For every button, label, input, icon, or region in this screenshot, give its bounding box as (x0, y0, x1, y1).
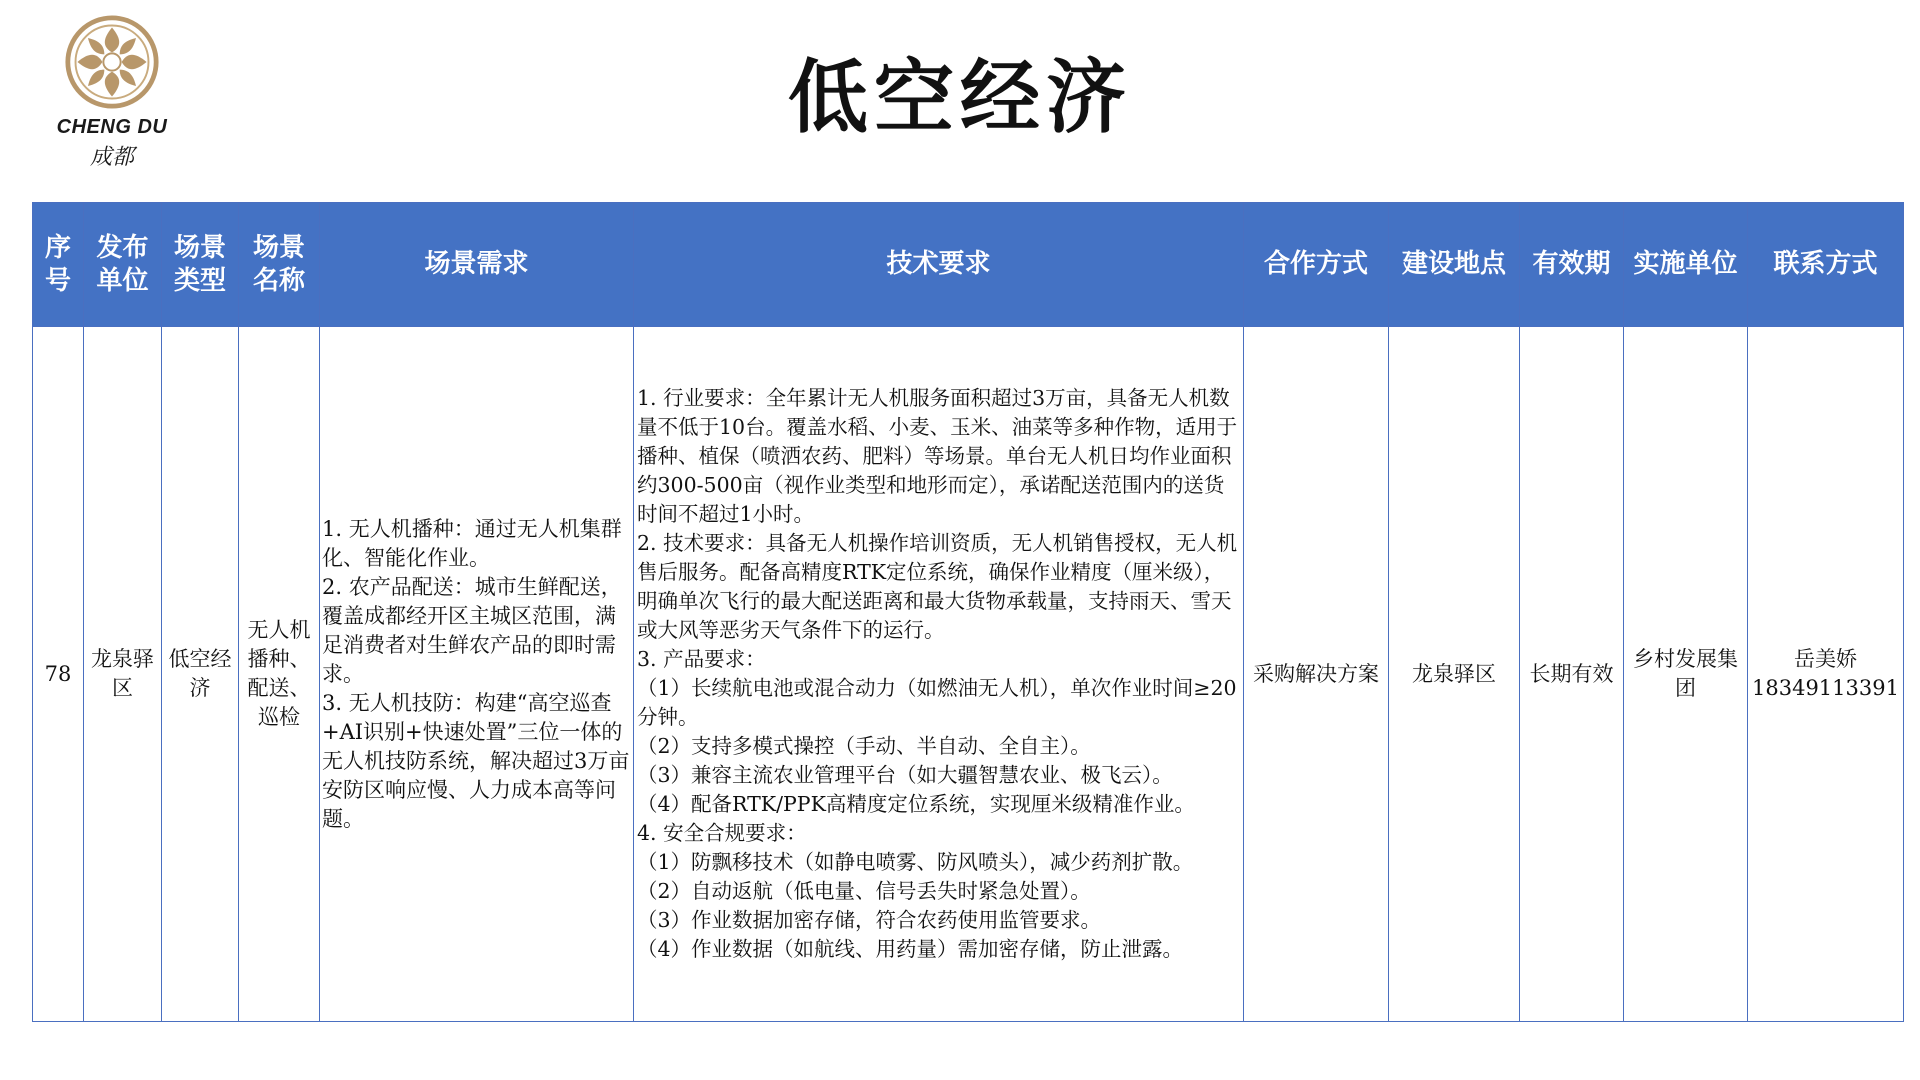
cell-location: 龙泉驿区 (1389, 327, 1520, 1022)
column-header-no: 序号 (33, 203, 84, 327)
cell-tech-requirements: 1. 行业要求：全年累计无人机服务面积超过3万亩，具备无人机数量不低于10台。覆盖水稻、小麦、玉米、油菜等多种作物，适用于播种、植保（喷洒农药、肥料）等场景。单台无人机日均作业面积约300-500亩（视作业类型和地形而定），承诺配送范围内的送货时间不超过1小时。 2. 技术要求：具备无人机操作培训资质，无人机销售授权，无人机售后服务。配备高精度RTK定位系统，确保作业精度（厘米级），明确单次飞行的最大配送距离和最大货物承载量，支持雨天、雪天或大风等恶劣天气条件下的运行。 3. 产品要求： （1）长续航电池或混合动力（如燃油无人机），单次作业时间≥20分钟。 （2）支持多模式操控（手动、半自动、全自主）。 （3）兼容主流农业管理平台（如大疆智慧农业、极飞云）。 （4）配备RTK/PPK高精度定位系统，实现厘米级精准作业。 4. 安全合规要求： （1）防飘移技术（如静电喷雾、防风喷头），减少药剂扩散。 （2）自动返航（低电量、信号丢失时紧急处置）。 （3）作业数据加密存储，符合农药使用监管要求。 （4）作业数据（如航线、用药量）需加密存储，防止泄露。 (634, 327, 1244, 1022)
contact-name: 岳美娇 (1794, 647, 1857, 671)
cell-validity: 长期有效 (1520, 327, 1624, 1022)
cell-cooperation: 采购解决方案 (1244, 327, 1389, 1022)
cell-scene-name: 无人机播种、配送、巡检 (239, 327, 320, 1022)
page-title: 低空经济 (788, 50, 1132, 144)
scene-table (32, 202, 1904, 1022)
cell-publisher: 龙泉驿区 (84, 327, 162, 1022)
cell-scene-type: 低空经济 (162, 327, 239, 1022)
cell-implementer: 乡村发展集团 (1624, 327, 1748, 1022)
column-header-demand: 场景需求 (320, 203, 634, 327)
column-header-implementer: 实施单位 (1624, 203, 1748, 327)
table-row (33, 327, 1904, 1022)
cell-demand: 1. 无人机播种：通过无人机集群化、智能化作业。 2. 农产品配送：城市生鲜配送，覆盖成都经开区主城区范围，满足消费者对生鲜农产品的即时需求。 3. 无人机技防：构建“高空巡查+AI识别+快速处置”三位一体的无人机技防系统，解决超过3万亩安防区响应慢、人力成本高等问题。 (320, 327, 634, 1022)
column-header-location: 建设地点 (1389, 203, 1520, 327)
logo-text-cn: 成都 (89, 145, 134, 170)
column-header-contact: 联系方式 (1748, 203, 1904, 327)
column-header-scene-type: 场景类型 (162, 203, 239, 327)
column-header-cooperation: 合作方式 (1244, 203, 1389, 327)
column-header-validity: 有效期 (1520, 203, 1624, 327)
column-header-tech: 技术要求 (634, 203, 1244, 327)
column-header-publisher: 发布单位 (84, 203, 162, 327)
cell-contact (1748, 327, 1904, 1022)
logo-text-en: CHENG DU (56, 116, 168, 138)
contact-phone: 18349113391 (1752, 676, 1899, 700)
table-header-row (33, 203, 1904, 327)
column-header-scene-name: 场景名称 (239, 203, 320, 327)
cell-no: 78 (33, 327, 84, 1022)
